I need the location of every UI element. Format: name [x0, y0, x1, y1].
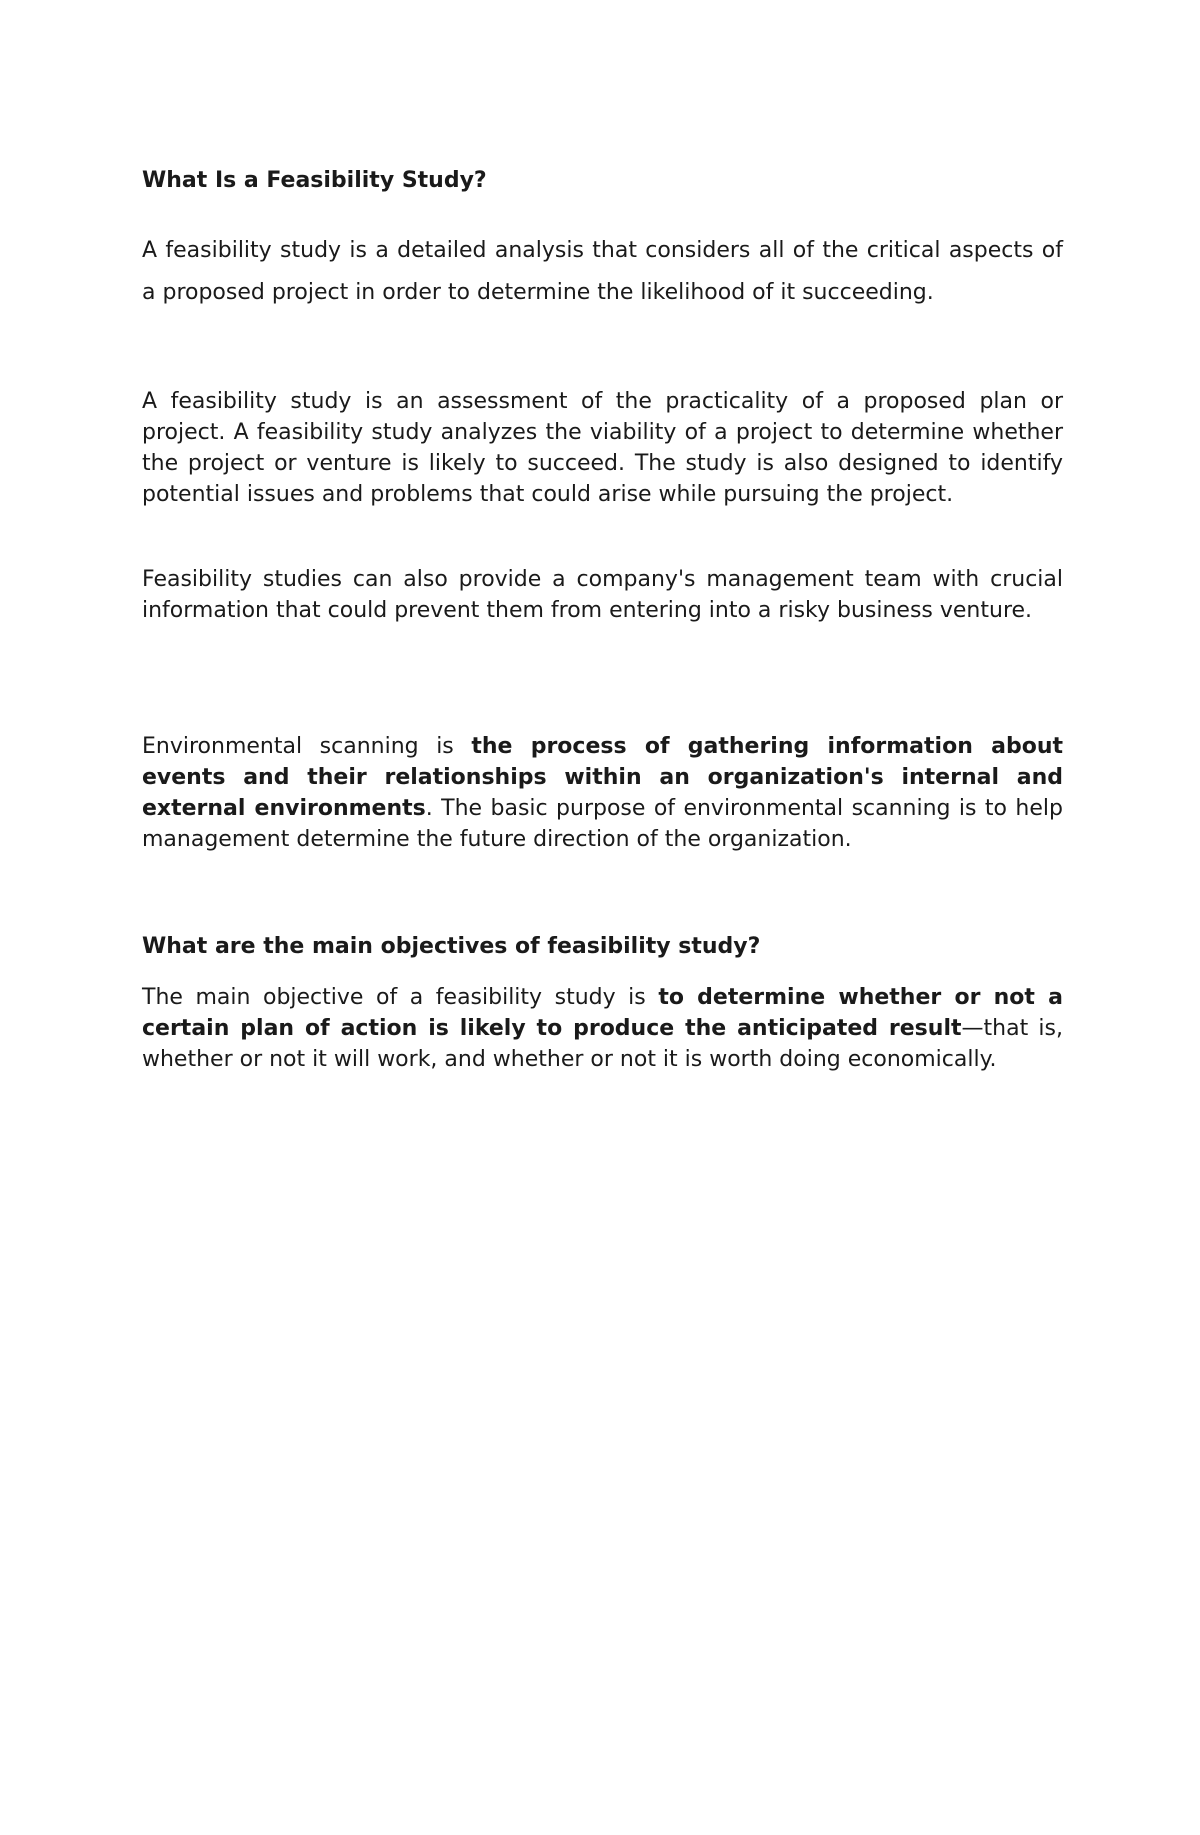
paragraph-environmental-scanning: [142, 731, 1063, 855]
env-scanning-bold: the process of gathering information about events and their relationships within an organization's internal and external environments: [142, 734, 1063, 821]
heading-what-is-feasibility-study: What Is a Feasibility Study?: [142, 168, 487, 193]
paragraph-definition: A feasibility study is a detailed analysis that considers all of the critical aspects of a proposed project in order to determine the likelihood of it succeeding.: [142, 238, 1063, 305]
objective-lead: The main objective of a feasibility study is: [142, 985, 659, 1010]
env-scanning-lead: Environmental scanning is: [142, 734, 472, 759]
paragraph-assessment: A feasibility study is an assessment of the practicality of a proposed plan or project. A feasibility study analyzes the viability of a project to determine whether the project or venture is likely to succeed. The study is also designed to identify potential issues and problems that could arise while pursuing the project.: [142, 389, 1063, 507]
objective-tail: —that is, whether or not it will work, and whether or not it is worth doing economically.: [142, 1016, 1063, 1072]
objective-bold: to determine whether or not a certain plan of action is likely to produce the anticipated result: [142, 985, 1063, 1041]
env-scanning-tail: . The basic purpose of environmental scanning is to help management determine the future direction of the organization.: [142, 796, 1063, 852]
heading-main-objectives: What are the main objectives of feasibility study?: [142, 934, 761, 959]
paragraph-main-objective: [142, 982, 1063, 1075]
paragraph-management-info: Feasibility studies can also provide a company's management team with crucial information that could prevent them from entering into a risky business venture.: [142, 567, 1063, 623]
